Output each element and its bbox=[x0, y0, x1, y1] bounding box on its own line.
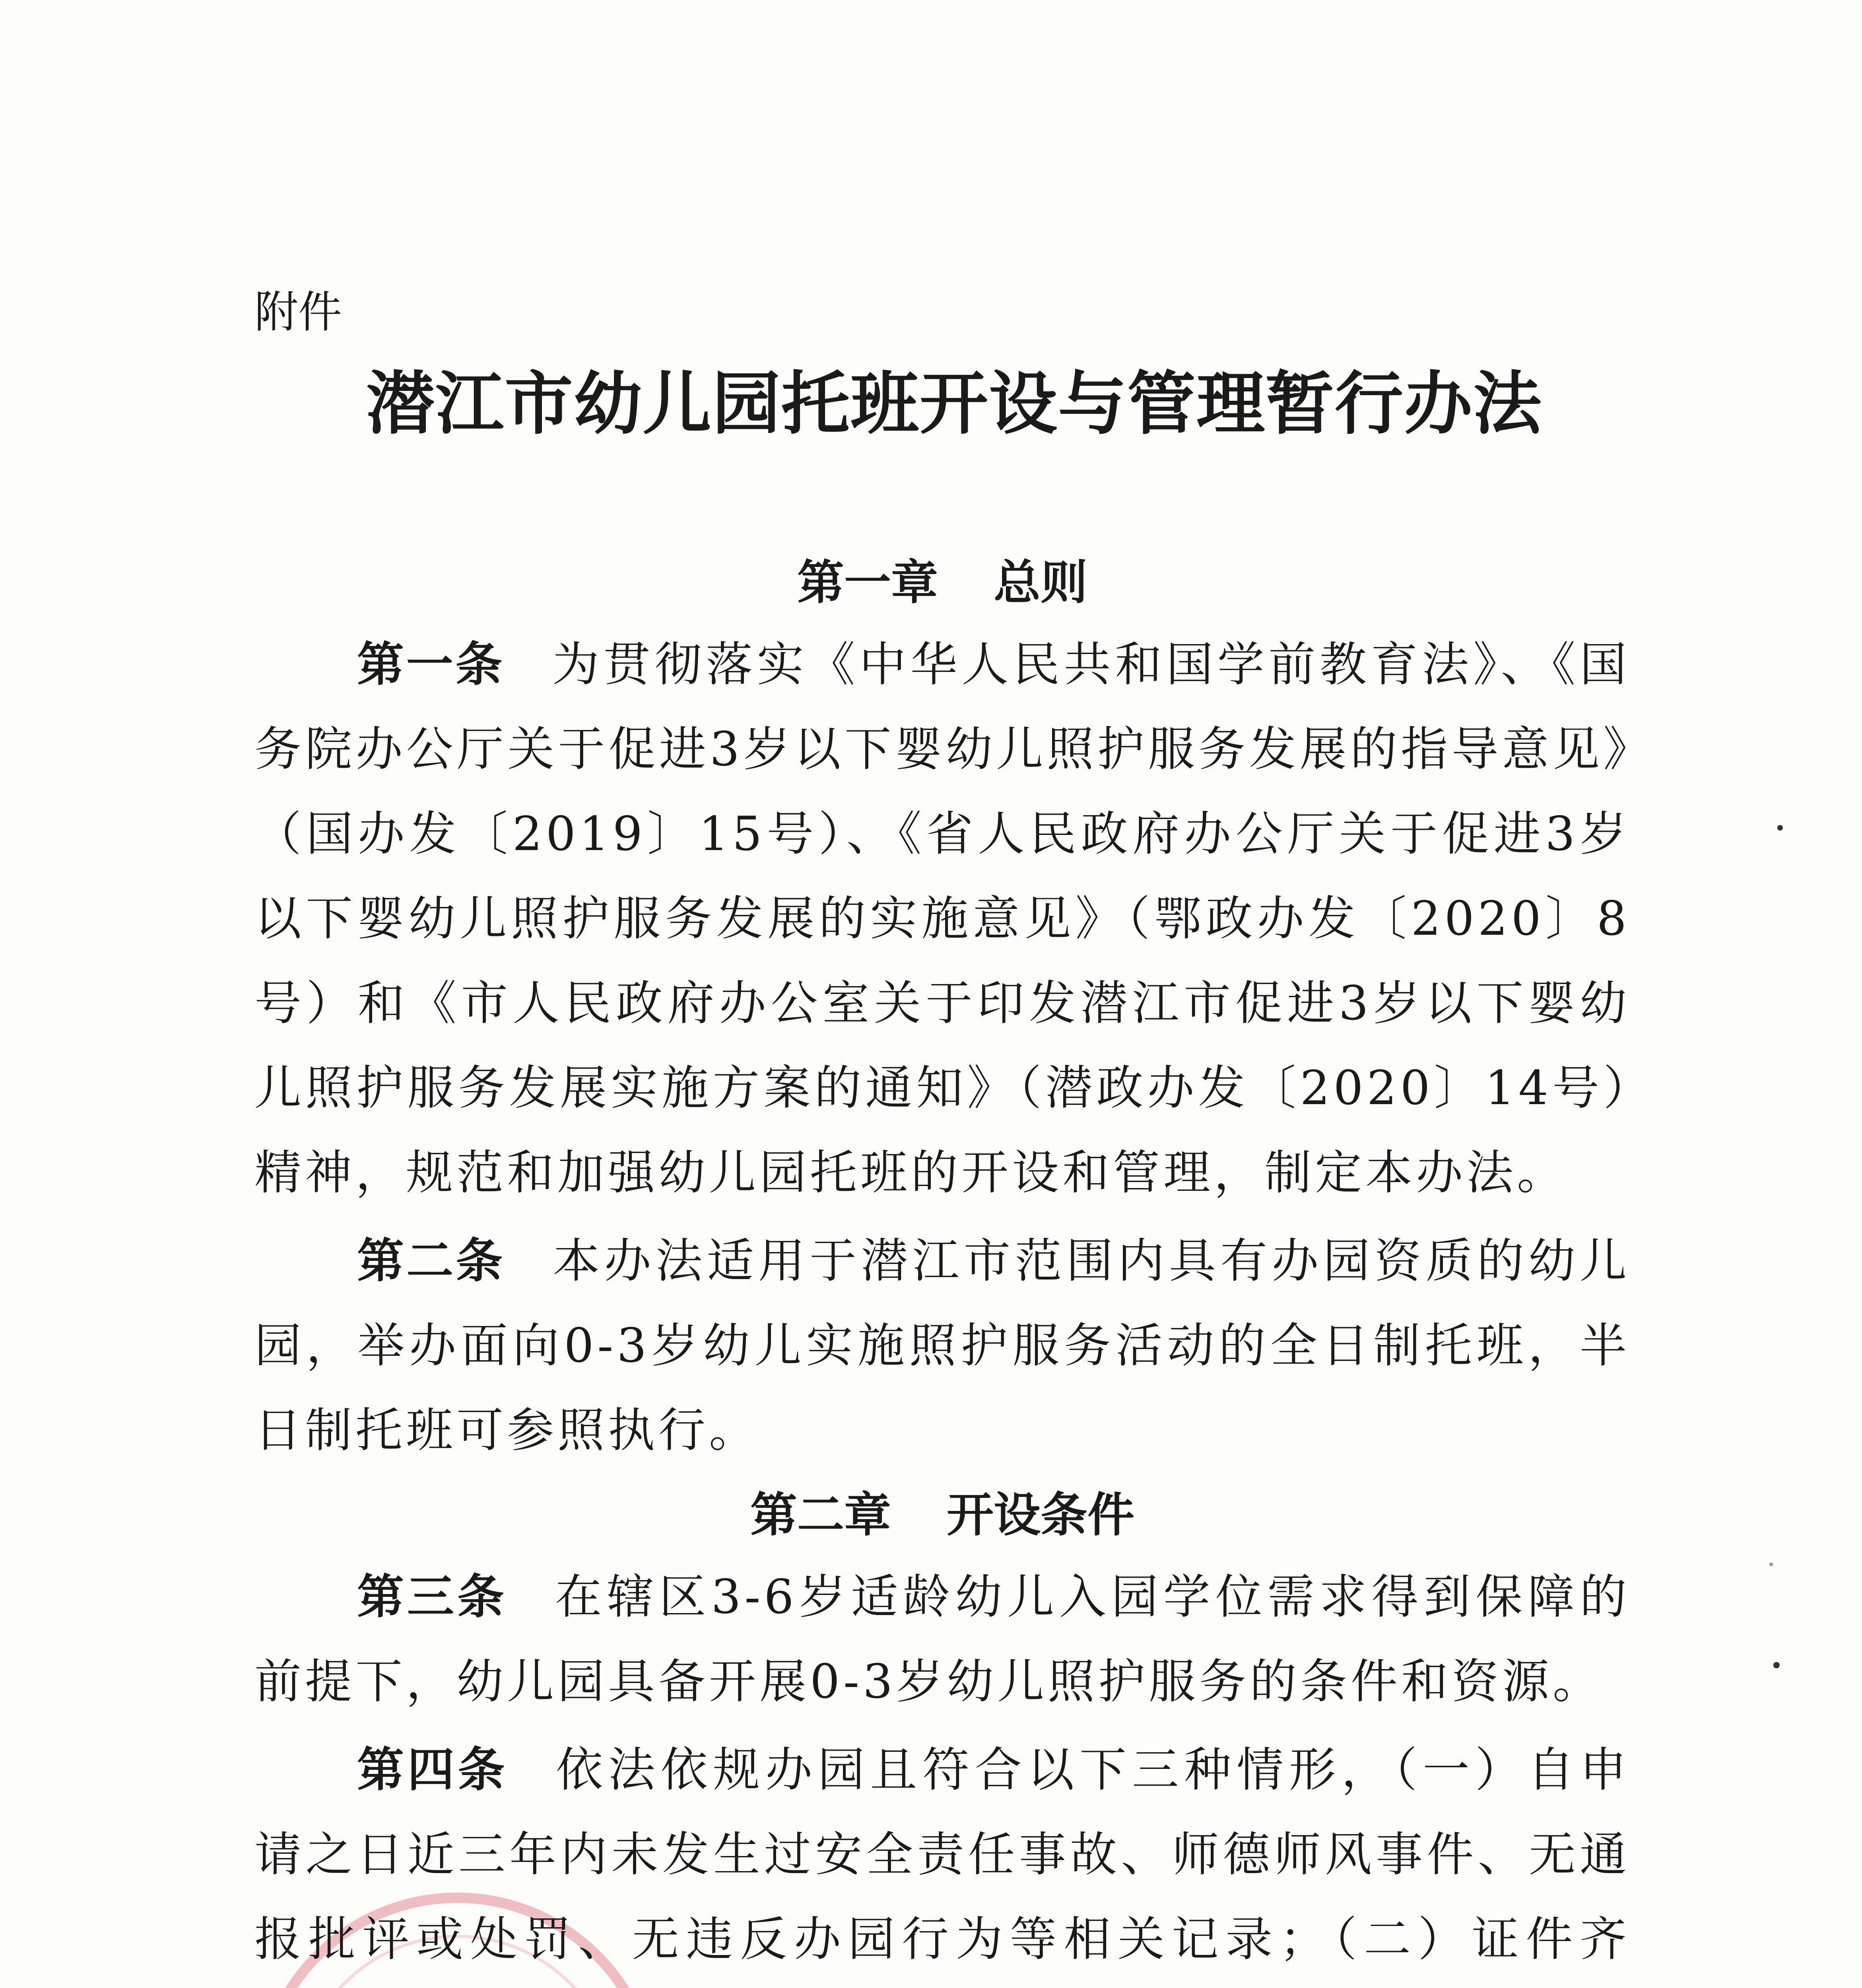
article-label: 第一条 bbox=[357, 637, 505, 692]
article-4 bbox=[254, 1728, 1630, 1988]
chapter-label: 第二章 bbox=[750, 1487, 891, 1542]
article-text: 在辖区3-6岁适龄幼儿入园学位需求得到保障的前提下，幼儿园具备开展0-3岁幼儿照护服务的条件和资源。 bbox=[254, 1569, 1630, 1709]
article-text: 依法依规办园且符合以下三种情形，（一）自申请之日近三年内未发生过安全责任事故、师德师风事件、无通报批评或处罚、无违反办园行为等相关记录；（二）证件齐 bbox=[254, 1742, 1630, 1967]
scan-speck bbox=[1777, 825, 1783, 831]
article-label: 第二条 bbox=[357, 1233, 505, 1288]
article-3 bbox=[254, 1555, 1630, 1724]
document-title: 潜江市幼儿园托班开设与管理暂行办法 bbox=[366, 363, 1542, 444]
scan-speck bbox=[1769, 1563, 1773, 1566]
chapter-heading-2 bbox=[254, 1481, 1630, 1549]
article-1 bbox=[254, 622, 1630, 1215]
chapter-heading-1 bbox=[254, 549, 1630, 616]
chapter-label: 第一章 bbox=[797, 555, 938, 610]
attachment-label: 附件 bbox=[254, 287, 342, 338]
chapter-name: 总则 bbox=[994, 555, 1088, 610]
article-label: 第三条 bbox=[357, 1569, 507, 1624]
chapter-name: 开设条件 bbox=[947, 1487, 1135, 1542]
article-text: 本办法适用于潜江市范围内具有办园资质的幼儿园，举办面向0-3岁幼儿实施照护服务活动的全日制托班，半日制托班可参照执行。 bbox=[254, 1233, 1630, 1458]
article-2 bbox=[254, 1219, 1630, 1473]
article-label: 第四条 bbox=[357, 1742, 509, 1797]
scan-speck bbox=[1773, 1662, 1780, 1668]
article-text: 为贯彻落实《中华人民共和国学前教育法》、《国务院办公厅关于促进3岁以下婴幼儿照护服务发展的指导意见》（国办发〔2019〕15号）、《省人民政府办公厅关于促进3岁以下婴幼儿照护服务发展的实施意见》（鄂政办发〔2020〕8号）和《市人民政府办公室关于印发潜江市促进3岁以下婴幼儿照护服务发展实施方案的通知》（潜政办发〔2020〕14号）精神，规范和加强幼儿园托班的开设和管理，制定本办法。 bbox=[254, 637, 1630, 1200]
